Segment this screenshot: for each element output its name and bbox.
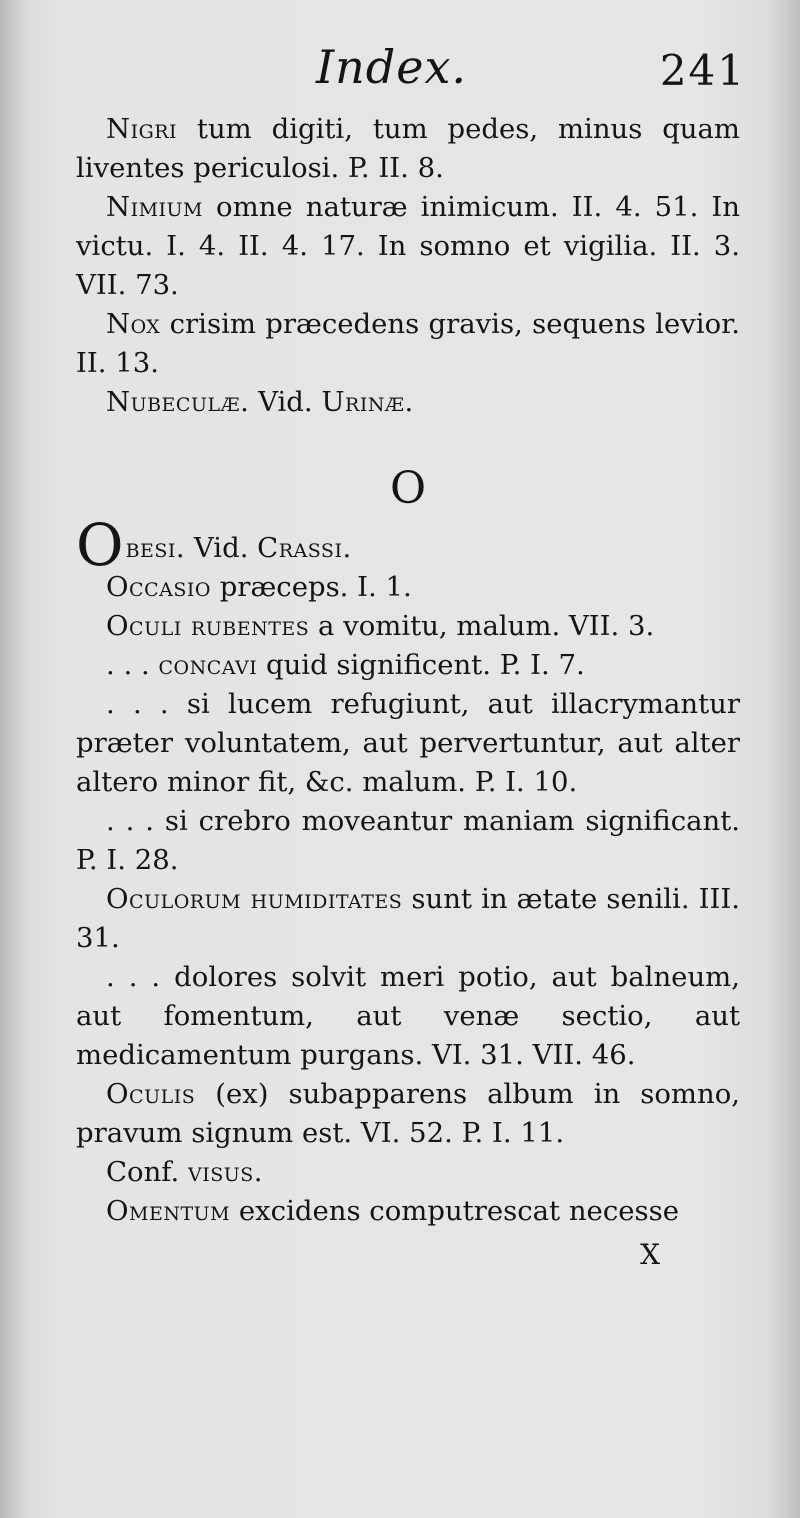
entry-headword: Nubeculæ. (106, 386, 250, 418)
entry-text: quid significent. P. I. 7. (257, 649, 585, 681)
index-entry (76, 1192, 740, 1231)
entry-text: Vid. (249, 386, 322, 418)
entry-headword: Omentum (106, 1195, 231, 1227)
entry-text: si crebro moveantur maniam significant. P. I. 28. (76, 805, 740, 876)
entry-prefix: . . . (106, 805, 165, 837)
entry-text: omne naturæ inimicum. II. 4. 51. In victu. I. 4. II. 4. 17. In somno et vigilia. II. 3. VII. 73. (76, 191, 740, 301)
index-entry (76, 305, 740, 383)
entry-headword: Nigri (106, 113, 178, 145)
index-entry (76, 110, 740, 188)
index-entry (76, 511, 740, 579)
cross-reference: Crassi. (257, 532, 352, 564)
entry-headword: Nox (106, 308, 161, 340)
entry-headword: Occasio (106, 571, 211, 603)
entry-text: tum digiti, tum pedes, minus quam liventes periculosi. P. II. 8. (76, 113, 740, 184)
entry-prefix: Conf. (106, 1156, 188, 1188)
section-letter: O (389, 463, 427, 514)
entry-headword: besi. (125, 532, 186, 564)
entry-text: sunt in ætate senili. III. 31. (76, 883, 740, 954)
entry-text: a vomitu, malum. VII. 3. (309, 610, 655, 642)
entry-text: præceps. I. 1. (210, 571, 412, 603)
entry-prefix: . . . (106, 649, 159, 681)
index-entry (76, 383, 740, 422)
cross-reference: Urinæ. (321, 386, 414, 418)
signature-mark: X (640, 1238, 660, 1271)
drop-cap: O (76, 511, 124, 579)
page-number: 241 (659, 46, 746, 95)
index-subentry (76, 646, 740, 685)
entry-headword: Oculi rubentes (106, 610, 310, 642)
index-entry (76, 188, 740, 305)
index-entry (76, 1075, 740, 1153)
entry-text: Vid. (185, 532, 258, 564)
entry-headword: Oculorum humiditates (106, 883, 403, 915)
index-entry (76, 880, 740, 958)
cross-reference: visus. (188, 1156, 264, 1188)
index-subentry (76, 685, 740, 802)
entry-text: si lucem refugiunt, aut illacrymantur præter voluntatem, aut pervertuntur, aut alter altero minor fit, &c. malum. P. I. 10. (76, 688, 741, 798)
entry-text: (ex) subapparens album in somno, pravum signum est. VI. 52. P. I. 11. (76, 1078, 740, 1149)
entry-text: dolores solvit meri potio, aut balneum, aut fomentum, aut venæ sectio, aut medicamentum purgans. VI. 31. VII. 46. (76, 961, 740, 1071)
entry-text: crisim præcedens gravis, sequens levior. II. 13. (76, 308, 740, 379)
entry-prefix: . . . (106, 688, 187, 720)
entry-headword: Nimium (106, 191, 203, 223)
entry-prefix: . . . (106, 961, 175, 993)
index-entry (76, 607, 740, 646)
index-subentry (76, 958, 740, 1075)
index-crossref (76, 1153, 740, 1192)
entry-headword: Oculis (106, 1078, 196, 1110)
running-title: Index. (316, 40, 468, 94)
entry-text: excidens computrescat necesse (230, 1195, 679, 1227)
index-subentry (76, 802, 740, 880)
running-head (76, 40, 746, 110)
entry-subhead: concavi (158, 649, 258, 681)
index-entry (76, 568, 740, 607)
